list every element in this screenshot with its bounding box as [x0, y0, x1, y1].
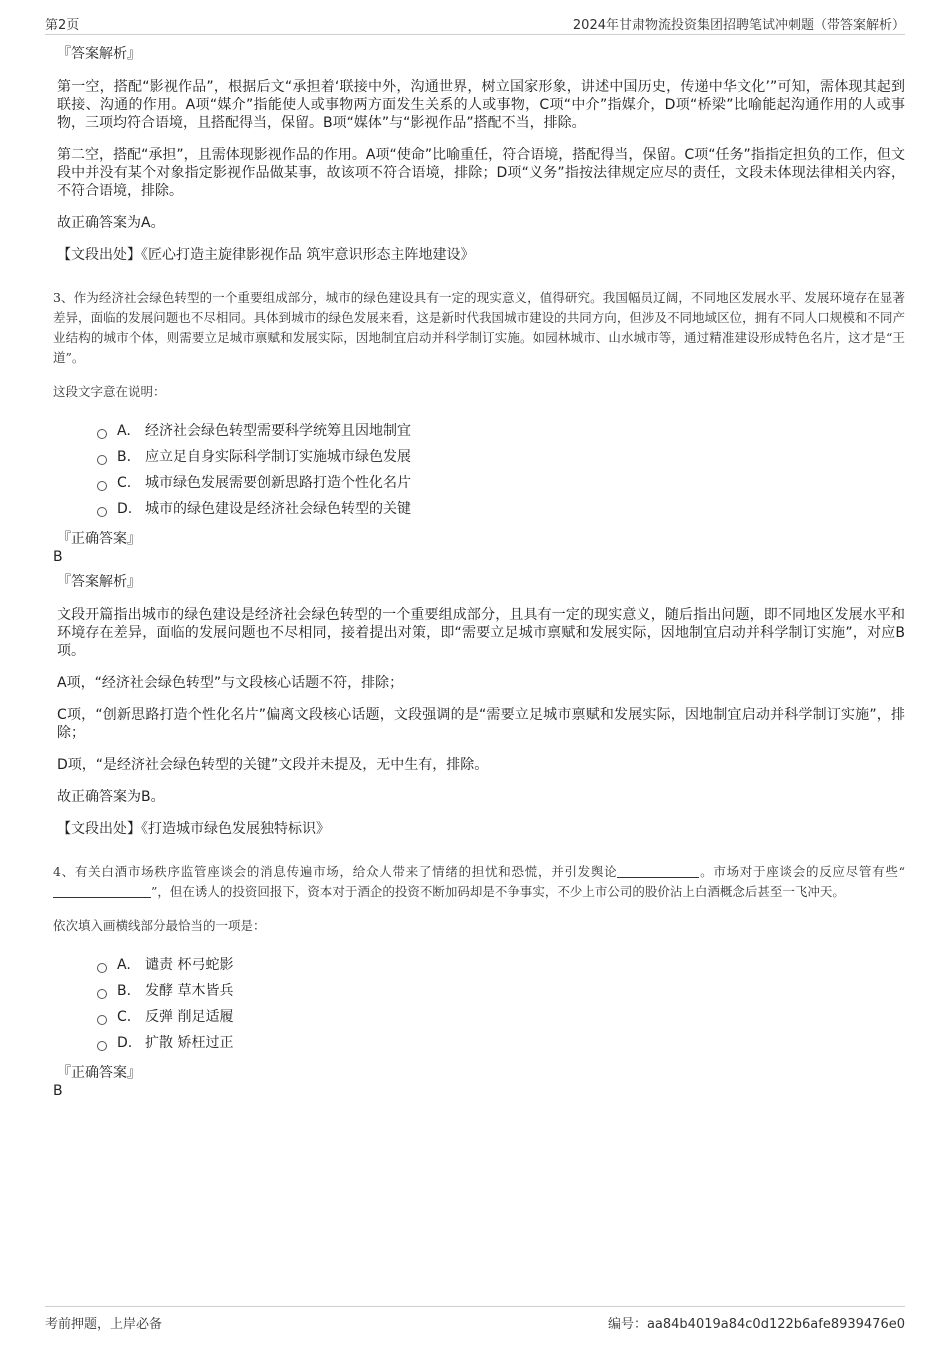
- q4-prompt: 依次填入画横线部分最恰当的一项是：: [53, 918, 266, 933]
- q3-option-b[interactable]: [97, 444, 905, 470]
- q4-question-text: [53, 862, 905, 902]
- option-text: 应立足自身实际科学制订实施城市绿色发展: [145, 449, 411, 465]
- footer-slogan: 考前押题，上岸必备: [45, 1317, 163, 1332]
- page-number: 第2页: [45, 18, 80, 33]
- option-letter: A.: [117, 423, 131, 439]
- document-title: 2024年甘肃物流投资集团招聘笔试冲刺题（带答案解析）: [572, 18, 905, 33]
- option-letter: B.: [117, 449, 132, 465]
- q3-answer-value: B: [53, 549, 63, 565]
- q3-question-text: 3、作为经济社会绿色转型的一个重要组成部分，城市的绿色建设具有一定的现实意义，值得研究。我国幅员辽阔，不同地区发展水平、发展环境存在显著差异，面临的发展问题也不尽相同。具体到城市的绿色发展来看，这是新时代我国城市建设的共同方向，但涉及不同地域区位，拥有不同人口规模和不同产业结构的城市个体，则需要立足城市禀赋和发展实际，因地制宜启动并科学制订实施。如园林城市、山水城市等，通过精准建设形成特色名片，这才是“王道”。: [53, 290, 905, 365]
- page-content: [53, 44, 905, 1106]
- q2-conclusion: 故正确答案为A。: [57, 215, 165, 231]
- radio-icon[interactable]: [97, 989, 107, 999]
- option-text: 反弹 削足适履: [145, 1009, 234, 1025]
- q3-option-d[interactable]: [97, 496, 905, 522]
- option-text: 发酵 草木皆兵: [145, 983, 234, 999]
- q3-prompt: 这段文字意在说明：: [53, 384, 166, 399]
- q3-option-c[interactable]: [97, 470, 905, 496]
- q3-source: 【文段出处】《打造城市绿色发展独特标识》: [57, 821, 330, 837]
- q4-text-part-1: 4、有关白酒市场秩序监管座谈会的消息传遍市场，给众人带来了情绪的担忧和恐慌，并引发舆论: [53, 864, 618, 879]
- option-letter: C.: [117, 1009, 132, 1025]
- option-text: 扩散 矫枉过正: [145, 1035, 234, 1051]
- radio-icon[interactable]: [97, 963, 107, 973]
- q4-options: [97, 952, 905, 1056]
- q4-text-part-3: ”，但在诱人的投资回报下，资本对于酒企的投资不断加码却是不争事实，不少上市公司的股价沾上白酒概念后甚至一飞冲天。: [151, 884, 845, 899]
- radio-icon[interactable]: [97, 481, 107, 491]
- q3-analysis-para-2: A项，“经济社会绿色转型”与文段核心话题不符，排除；: [57, 675, 404, 691]
- option-text: 城市的绿色建设是经济社会绿色转型的关键: [145, 501, 411, 517]
- q4-option-a[interactable]: [97, 952, 905, 978]
- q4-answer-label: 『正确答案』: [57, 1065, 141, 1081]
- radio-icon[interactable]: [97, 1015, 107, 1025]
- q3-analysis-para-3: C项，“创新思路打造个性化名片”偏离文段核心话题，文段强调的是“需要立足城市禀赋和发展实际，因地制宜启动并科学制订实施”，排除；: [57, 707, 905, 741]
- option-letter: D.: [117, 501, 133, 517]
- radio-icon[interactable]: [97, 507, 107, 517]
- option-text: 谴责 杯弓蛇影: [145, 957, 234, 973]
- option-letter: A.: [117, 957, 131, 973]
- q3-analysis-para-1: 文段开篇指出城市的绿色建设是经济社会绿色转型的一个重要组成部分，且具有一定的现实意义，随后指出问题，即不同地区发展水平和环境存在差异，面临的发展问题也不尽相同，接着提出对策，即“需要立足城市禀赋和发展实际，因地制宜启动并科学制订实施”，对应B项。: [57, 607, 905, 659]
- radio-icon[interactable]: [97, 455, 107, 465]
- q4-blank-2: [53, 883, 151, 898]
- q2-analysis-label: 『答案解析』: [57, 46, 141, 62]
- document-code: 编号：aa84b4019a84c0d122b6afe8939476e0: [607, 1317, 905, 1332]
- page-footer: [45, 1306, 905, 1331]
- page-header: [45, 12, 905, 35]
- q3-conclusion: 故正确答案为B。: [57, 789, 165, 805]
- option-letter: B.: [117, 983, 132, 999]
- option-text: 经济社会绿色转型需要科学统筹且因地制宜: [145, 423, 411, 439]
- q4-option-c[interactable]: [97, 1004, 905, 1030]
- option-letter: D.: [117, 1035, 133, 1051]
- radio-icon[interactable]: [97, 1041, 107, 1051]
- q4-answer-value: B: [53, 1083, 63, 1099]
- q4-option-d[interactable]: [97, 1030, 905, 1056]
- q4-blank-1: [617, 863, 699, 878]
- q4-text-part-2: 。市场对于座谈会的反应尽管有些“: [699, 864, 905, 879]
- radio-icon[interactable]: [97, 429, 107, 439]
- q3-options: [97, 418, 905, 522]
- q2-analysis-para-1: 第一空，搭配“影视作品”，根据后文“承担着‘联接中外，沟通世界，树立国家形象，讲述中国历史，传递中华文化’”可知，需体现其起到联接、沟通的作用。A项“媒介”指能使人或事物两方面发生关系的人或事物，C项“中介”指媒介，D项“桥梁”比喻能起沟通作用的人或事物，三项均符合语境，且搭配得当，保留。B项“媒体”与“影视作品”搭配不当，排除。: [57, 79, 905, 131]
- q2-source: 【文段出处】《匠心打造主旋律影视作品 筑牢意识形态主阵地建设》: [57, 247, 475, 263]
- option-letter: C.: [117, 475, 132, 491]
- q2-analysis-para-2: 第二空，搭配“承担”，且需体现影视作品的作用。A项“使命”比喻重任，符合语境，搭配得当，保留。C项“任务”指指定担负的工作，但文段中并没有某个对象指定影视作品做某事，故该项不符合语境，排除；D项“义务”指按法律规定应尽的责任，文段未体现法律相关内容，不符合语境，排除。: [57, 147, 905, 199]
- q3-analysis-para-4: D项，“是经济社会绿色转型的关键”文段并未提及，无中生有，排除。: [57, 757, 489, 773]
- q3-answer-label: 『正确答案』: [57, 531, 141, 547]
- q4-option-b[interactable]: [97, 978, 905, 1004]
- q3-analysis-label: 『答案解析』: [57, 574, 141, 590]
- option-text: 城市绿色发展需要创新思路打造个性化名片: [145, 475, 411, 491]
- q3-option-a[interactable]: [97, 418, 905, 444]
